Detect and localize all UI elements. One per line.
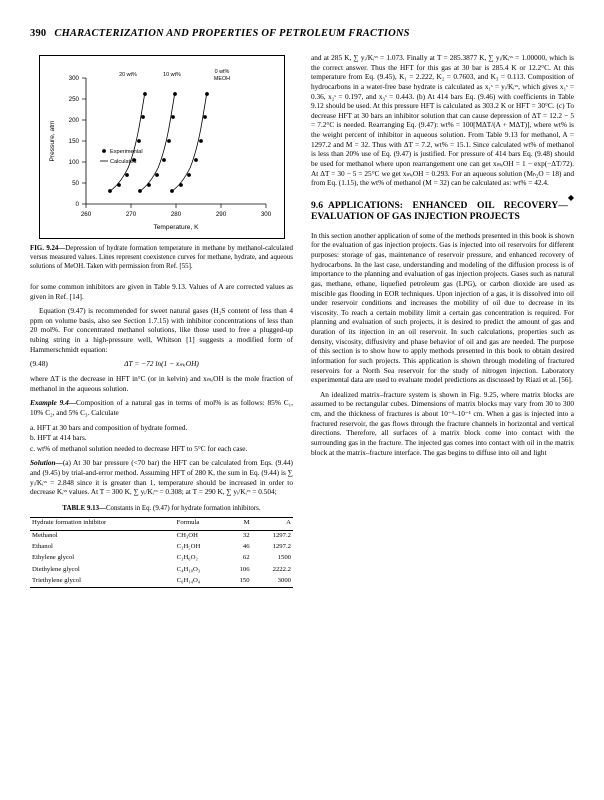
example-head: Example 9.4— [30, 398, 77, 408]
cell-a: 1297.2 [272, 531, 291, 539]
table-title-label: TABLE 9.13— [62, 504, 106, 512]
cell-a: 2222.2 [272, 565, 291, 573]
cell-m: 62 [242, 554, 250, 562]
cell-inhibitor: Ethylene glycol [32, 554, 75, 562]
cell-m: 150 [226, 576, 252, 588]
running-head [30, 28, 574, 39]
paragraph-right-1: and at 285 K, ∑ yᵢ/Kᵢᵛˢ = 1.073. Finally at T = 285.3877 K, ∑ yᵢ/Kᵢᵛˢ = 1.00000, which is the correct answer. Thus the HFT for this gas at 30 bar is 285.4 K or 12.2°C. At this temperature from Eq. (9.45), K₁ = 2.222, K₂ = 0.7603, and K₃ = 0.113. Composition of hydrocarbons in a water-free base hydrate is calculated as x₁ˢ = yᵢ/Kᵢᵛˢ, which gives x₁ˢ = 0.36, x₂ˢ = 0.197, and x₃ˢ = 0.443. (b) At 414 bars Eq. (9.46) with coefficients in Table 9.12 should be used. At this pressure HFT is calculated as 303.2 K or HFT = 30°C. (c) To decrease HFT at 30 bars an inhibitor solution that can cause depression of ΔT = 12.2 − 5 = 7.2°C is needed. Rearranging Eq. (9.47): wt% = 100[MΔT/(A + MΔT)], where wt% is the weight percent of inhibitor in aqueous solution. From Table 9.13 for methanol, A = 1297.2 and M = 32. Thus with ΔT = 7.2, wt% = 15.1. Since calculated wt% of methanol is less than 20% use of Eq. (9.47) is justified. For pressure of 414 bars Eq. (9.48) should be used for methanol where upon rearrangement one can get xₘₑOH = 1 − exp(−ΔT/72). At ΔT = 30 − 5 = 25°C we get xₘₑOH = 0.293. For an aqueous solution (Mₕ₂O = 18) and from Eq. (1.15), the wt% of methanol (M = 32) can be calculated as: wt% = 42.4. [311, 53, 574, 188]
example-items [30, 423, 293, 454]
svg-text:250: 250 [68, 96, 79, 103]
table-row [30, 553, 293, 564]
list-item: b. HFT at 414 bars. [30, 433, 87, 443]
section-title: APPLICATIONS: ENHANCED OIL RECOVERY—EVALUATION OF GAS INJECTION PROJECTS [311, 199, 568, 223]
right-column [311, 53, 574, 769]
paragraph-right-2: In this section another application of some of the methods presented in this book is shown for the evaluation of gas injection projects. Gas is injected into oil reservoirs for different purposes: storage of gas, maintenance of reservoir pressure, and enhanced recovery of hydrocarbons. In the last case, understanding and modeling of the diffusion process is of importance to the planning and evaluation of gas injection projects. Gases such as natural gas, methane, ethane, liquefied petroleum gas (LPG), or carbon dioxide are used as miscible gas flooding in EOR techniques. Upon injection of a gas, it is dissolved into oil under reservoir conditions and increases the mobility of oil due to decrease in its viscosity. To reach a certain mobility limit a certain gas concentration is required. For planning and evaluation of such projects, it is desired to predict the amount of gas and duration of its injection in an oil reservoir. In such calculations, properties such as density, viscosity, diffusivity and phase behavior of oil and gas are needed. The purpose of this section is to show how to apply methods presented in this book to obtain desired information for such projects. This application is shown through modeling of fractured reservoirs for a North Sea reservoir for the study of nitrogen injection. Laboratory experimental data are used to evaluate model predictions as discussed by Riazi et al. [56]. [311, 230, 574, 385]
svg-text:280: 280 [170, 211, 181, 218]
svg-text:Calculated: Calculated [109, 159, 136, 165]
table-row [30, 564, 293, 575]
svg-text:50: 50 [71, 180, 79, 187]
equation-9-48 [30, 359, 293, 369]
table-row [30, 576, 293, 588]
cell-a: 1297.2 [272, 543, 291, 551]
chart-legend [100, 149, 143, 165]
svg-text:270: 270 [125, 211, 136, 218]
table-row [30, 542, 293, 553]
figure-9-24 [39, 55, 285, 239]
paragraph-left-2: Equation (9.47) is recommended for sweet natural gases (H₂S content of less than 4 ppm on volume basis, also see Section 1.7.15) with inhibitor concentrations of less than 20 mol%. For concentrated methanol solutions, like those used to free a plugged-up tubing string in a high-pressure well, Whitson [1] suggests a modified form of Hammerschmidt equation: [30, 306, 293, 354]
inhibitor-constants-table [30, 517, 293, 588]
cell-inhibitor: Ethanol [32, 543, 53, 551]
cell-inhibitor: Methanol [32, 531, 58, 539]
cell-inhibitor: Diethylene glycol [32, 565, 80, 573]
equation-number: (9.48) [30, 359, 48, 369]
running-head-title: CHARACTERIZATION AND PROPERTIES OF PETROLEUM FRACTIONS [54, 28, 410, 39]
solution-text: (a) At 30 bar pressure (<70 bar) the HFT can be calculated from Eqs. (9.44) and (9.45) by trial-and-error method. Assuming HFT of 280 K, the sum in Eq. (9.44) is ∑ yᵢ/Kᵢᵛˢ = 2.848 since it is greater than 1, temperature should be increased in order to decrease Kᵢᵛˢ values. At T = 300 K, ∑ yᵢ/Kᵢᵛˢ = 0.308; at T = 290 K, ∑ yᵢ/Kᵢᵛˢ = 0.504; [30, 458, 293, 497]
section-heading-9-6 [311, 200, 574, 223]
annotation-meoh: MEOH [213, 76, 230, 82]
annotation-0wt: 0 wt% [214, 69, 229, 75]
svg-text:300: 300 [68, 75, 79, 82]
svg-text:300: 300 [260, 211, 271, 218]
svg-text:200: 200 [68, 117, 79, 124]
solution-paragraph [30, 458, 293, 497]
cell-formula: C₄H₁₀O₃ [176, 565, 201, 573]
svg-text:0: 0 [75, 201, 79, 208]
table-row [30, 530, 293, 542]
cell-formula: C₂H₅OH [176, 543, 201, 551]
cell-m: 46 [242, 543, 250, 551]
end-of-example-marker: ◆ [567, 192, 574, 202]
paragraph-after-equation: where ΔT is the decrease in HFT in°C (or in kelvin) and xₘₑOH is the mole fraction of methanol in the aqueous solution. [30, 374, 293, 393]
cell-inhibitor: Triethylene glycol [30, 576, 175, 588]
equation-body: ΔT = −72 ln(1 − xₘₑOH) [124, 359, 199, 369]
table-title-text: Constants in Eq. (9.47) for hydrate formation inhibitors. [105, 504, 261, 512]
two-column-body [30, 53, 574, 769]
svg-text:260: 260 [80, 211, 91, 218]
table-title [30, 505, 293, 514]
figure-caption-text: Depression of hydrate formation temperature in methane by methanol-calculated versus measured values. Lines represent coexistence curves for methane, hydrate, and aqueous solutions of MeOH. Taken with permission from Ref. [55]. [30, 245, 293, 270]
annotation-20wt: 20 wt% [118, 72, 137, 78]
annotation-10wt: 10 wt% [162, 72, 181, 78]
column-header-formula: Formula [175, 517, 226, 530]
cell-formula: CH₃OH [176, 531, 198, 539]
figure-caption-label: FIG. 9.24— [30, 245, 66, 252]
section-number: 9.6 [311, 199, 323, 211]
solution-head: Solution— [30, 458, 63, 468]
cell-m: 106 [239, 565, 250, 573]
column-header-a: A [252, 517, 293, 530]
svg-text:150: 150 [68, 138, 79, 145]
svg-text:Pressure, atm: Pressure, atm [48, 120, 56, 162]
cell-a: 1500 [277, 554, 291, 562]
paragraph-left-1: for some common inhibitors are given in Table 9.13. Values of A are corrected values as given in Ref. [14]. [30, 281, 293, 301]
example-paragraph [30, 398, 293, 417]
list-item: c. wt% of methanol solution needed to decrease HFT to 5°C for each case. [30, 443, 248, 453]
cell-a: 3000 [252, 576, 293, 588]
table-header-row [30, 517, 293, 530]
svg-text:100: 100 [68, 159, 79, 166]
cell-m: 32 [242, 531, 250, 539]
example-text: Composition of a natural gas in terms of mol% is as follows: 85% C₁, 10% C₂, and 5% C₃. Calculate [30, 398, 294, 417]
figure-caption [30, 245, 293, 272]
page-folio: 390 [30, 28, 47, 39]
left-column [30, 53, 293, 769]
list-item: a. HFT at 30 bars and composition of hydrate formed. [30, 422, 188, 432]
svg-text:Experimental: Experimental [109, 149, 143, 155]
table-9-13 [30, 505, 293, 588]
svg-text:290: 290 [215, 211, 226, 218]
cell-formula: C₆H₁₄O₄ [175, 576, 226, 588]
paragraph-right-3: An idealized matrix–fracture system is shown in Fig. 9.25, where matrix blocks are assumed to be rectangular cubes. Dimensions of matrix blocks may vary from 30 to 300 cm, and the thickness of fractures is about 10⁻³–10⁻¹ cm. When a gas is injected into a fractured reservoir, the gas flows through the fracture channels in horizontal and vertical directions. Therefore, all surfaces of a matrix block come into contact with the surrounding gas in the fracture. The injected gas comes into contact with oil in the matrix block at the matrix–fracture interface. The gas begins to diffuse into oil and light [311, 389, 574, 457]
column-header-inhibitor: Hydrate formation inhibitor [30, 517, 175, 530]
svg-text:Temperature, K: Temperature, K [152, 224, 199, 231]
hydrate-formation-chart [40, 56, 284, 238]
column-header-m: M [226, 517, 252, 530]
cell-formula: C₂H₆O₂ [176, 554, 198, 562]
